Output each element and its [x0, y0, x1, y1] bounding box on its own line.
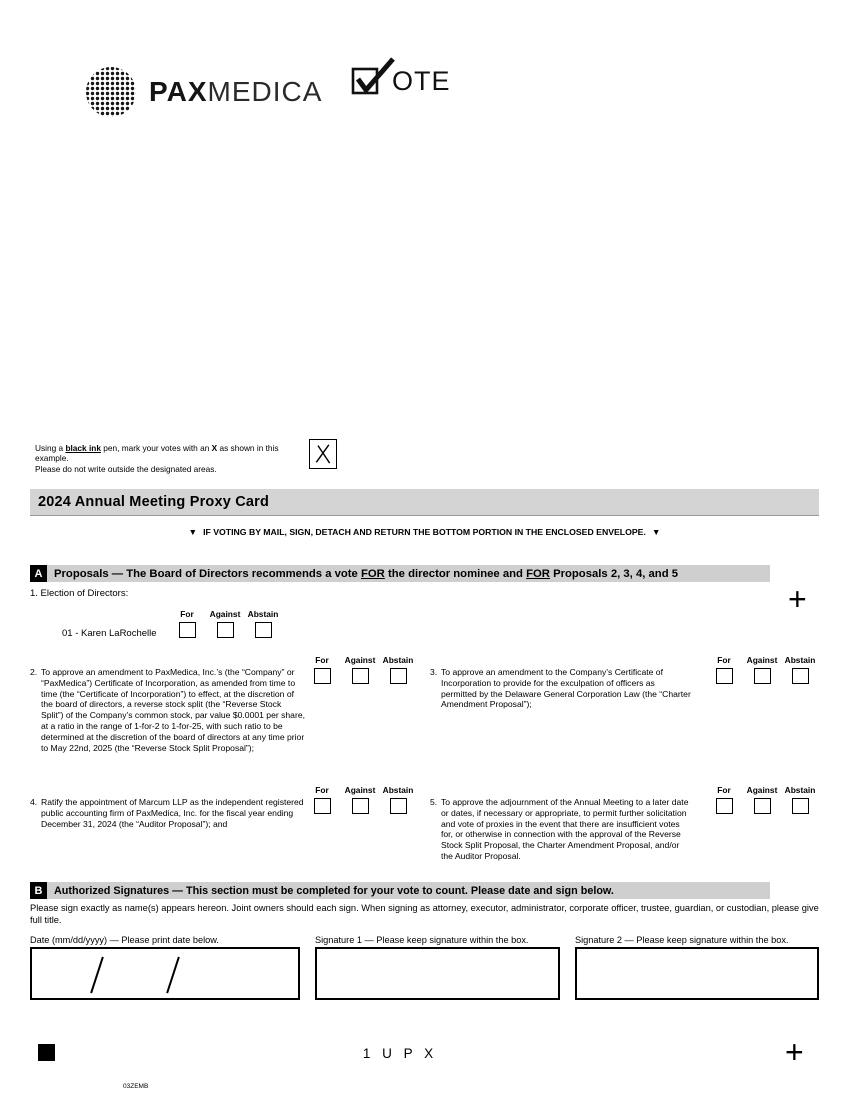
proposal-5-body: To approve the adjournment of the Annual Meeting to a later date or dates, if necessary or appropriate, to permit further solicitation and vote of proxies in the event that there are insufficient votes for, or otherwise in connection with the approval of the Reverse Stock Split Proposal, the Charter Amendment Proposal, and/or the Auditor Proposal.	[441, 797, 689, 862]
proposal-2-text	[30, 667, 306, 754]
paxmedica-globe-logo	[85, 66, 137, 118]
signature1-entry-box[interactable]	[315, 947, 560, 1000]
section-a-heading-pre: Proposals — The Board of Directors recommends a vote	[54, 567, 361, 580]
signature2-entry-box[interactable]	[575, 947, 819, 1000]
proposal-3-vote-headers	[705, 655, 819, 665]
instruction-mid: pen, mark your votes with an	[100, 443, 212, 453]
signature1-box-label: Signature 1 — Please keep signature within the box.	[315, 935, 529, 945]
proposal-2-vote-boxes	[303, 668, 417, 684]
proposal-2-vote-headers	[303, 655, 417, 665]
instruction-black-ink: black ink	[65, 443, 101, 453]
section-a-bar	[30, 565, 770, 582]
proposal-3-number: 3.	[430, 667, 438, 677]
registration-square-mark	[38, 1044, 55, 1061]
for-header: For	[717, 785, 731, 795]
proposal-5-vote-headers	[705, 785, 819, 795]
proposal-4-vote-headers	[303, 785, 417, 795]
proposal4-for-checkbox[interactable]	[314, 798, 331, 814]
brand-header	[85, 66, 322, 118]
proposal5-abstain-checkbox[interactable]	[792, 798, 809, 814]
wordmark-medica: MEDICA	[207, 76, 323, 107]
mail-notice	[0, 527, 849, 537]
proposal2-for-checkbox[interactable]	[314, 668, 331, 684]
marking-instructions	[35, 443, 307, 474]
proposal4-against-checkbox[interactable]	[352, 798, 369, 814]
proposal-2-body: To approve an amendment to PaxMedica, Inc.’s (the “Company” or “PaxMedica”) Certificate of Incorporation, as amended from time to time (the “Certificate of Incorporation”) to effect, at the discretion of the board of directors, a reverse stock split (the “Reverse Stock Split”) of the Company’s common stock, par value $0.0001 per share, at a ratio in the range of 1-for-2 to 1-for-25, with such ratio to be determined at the discretion of the board of directors at any time prior to May 22nd, 2025 (the “Reverse Stock Split Proposal”);	[41, 667, 305, 753]
abstain-header: Abstain	[784, 655, 816, 665]
proposal-5-vote-boxes	[705, 798, 819, 814]
abstain-header: Abstain	[784, 785, 816, 795]
proposal-4-text	[30, 797, 306, 829]
form-id: 03ZEMB	[123, 1083, 149, 1090]
election-vote-boxes	[168, 622, 282, 638]
section-a-heading	[54, 568, 678, 580]
section-a-heading-mid: the director nominee and	[384, 567, 527, 580]
registration-plus-mark-bottom: +	[785, 1034, 804, 1070]
section-a-badge: A	[30, 565, 47, 582]
against-header: Against	[746, 655, 778, 665]
for-header: For	[180, 609, 194, 619]
proposal3-for-checkbox[interactable]	[716, 668, 733, 684]
proposal3-abstain-checkbox[interactable]	[792, 668, 809, 684]
date-entry-box[interactable]	[30, 947, 300, 1000]
proposal-4-body: Ratify the appointment of Marcum LLP as the independent registered public accounting firm of PaxMedica, Inc. for the fiscal year ending December 31, 2024 (the “Auditor Proposal”); and	[41, 797, 304, 829]
proposal-4-number: 4.	[30, 797, 38, 807]
date-box-label: Date (mm/dd/yyyy) — Please print date below.	[30, 935, 219, 945]
against-header: Against	[746, 785, 778, 795]
signature-instructions: Please sign exactly as name(s) appears hereon. Joint owners should each sign. When signing as attorney, executor, administrator, corporate officer, trustee, guardian, or custodian, please give full title.	[30, 903, 819, 925]
proposal5-against-checkbox[interactable]	[754, 798, 771, 814]
abstain-header: Abstain	[382, 655, 414, 665]
mail-notice-text: IF VOTING BY MAIL, SIGN, DETACH AND RETURN THE BOTTOM PORTION IN THE ENCLOSED ENVELOPE.	[203, 527, 646, 537]
proposal-3-vote-boxes	[705, 668, 819, 684]
proposal-4-vote-boxes	[303, 798, 417, 814]
election-of-directors-label: 1. Election of Directors:	[30, 588, 129, 599]
proposal4-abstain-checkbox[interactable]	[390, 798, 407, 814]
director-abstain-checkbox[interactable]	[255, 622, 272, 638]
against-header: Against	[344, 785, 376, 795]
proxy-card-title: 2024 Annual Meeting Proxy Card	[38, 494, 270, 510]
instruction-post: as shown in this example.	[35, 443, 279, 464]
proposal-2-number: 2.	[30, 667, 38, 677]
instruction-x: X	[211, 443, 218, 453]
footer-code: 1 U P X	[362, 1046, 438, 1061]
date-slash-divider	[90, 957, 104, 994]
down-arrow-icon: ▼	[651, 527, 661, 537]
for-header: For	[315, 655, 329, 665]
against-header: Against	[209, 609, 241, 619]
proposal2-abstain-checkbox[interactable]	[390, 668, 407, 684]
for-header: For	[315, 785, 329, 795]
down-arrow-icon: ▼	[188, 527, 198, 537]
director-against-checkbox[interactable]	[217, 622, 234, 638]
section-a-heading-post: Proposals 2, 3, 4, and 5	[549, 567, 679, 580]
date-slash-divider	[166, 957, 180, 994]
abstain-header: Abstain	[247, 609, 279, 619]
registration-plus-mark-top: +	[788, 581, 807, 617]
section-b-badge: B	[30, 882, 47, 899]
section-a-for2: FOR	[526, 567, 550, 580]
vote-checkmark-icon	[350, 56, 396, 96]
nominee-label: 01 - Karen LaRochelle	[62, 628, 157, 639]
vote-logo	[350, 56, 451, 96]
proposal-5-text	[430, 797, 692, 862]
instruction-line2: Please do not write outside the designated areas.	[35, 463, 217, 474]
paxmedica-wordmark	[149, 76, 322, 108]
director-for-checkbox[interactable]	[179, 622, 196, 638]
proposal3-against-checkbox[interactable]	[754, 668, 771, 684]
example-mark-box	[309, 439, 337, 469]
proposal-3-text	[430, 667, 692, 710]
proxy-card-title-bar	[30, 489, 819, 516]
signature2-box-label: Signature 2 — Please keep signature within the box.	[575, 935, 789, 945]
vote-logo-text: OTE	[392, 66, 451, 96]
section-a-for1: FOR	[360, 567, 385, 580]
proposal-5-number: 5.	[430, 797, 438, 807]
example-x-mark-icon	[313, 443, 333, 465]
proposal-3-body: To approve an amendment to the Company’s Certificate of Incorporation to provide for the exculpation of officers as permitted by the Delaware General Corporation Law (the “Charter Amendment Proposal”);	[441, 667, 691, 710]
wordmark-pax: PAX	[149, 76, 208, 107]
section-b-bar	[30, 882, 770, 899]
for-header: For	[717, 655, 731, 665]
proposal2-against-checkbox[interactable]	[352, 668, 369, 684]
instruction-pre: Using a	[35, 443, 66, 453]
section-b-heading: Authorized Signatures — This section must be completed for your vote to count. Please date and sign below.	[54, 884, 614, 897]
election-vote-headers	[168, 609, 282, 619]
against-header: Against	[344, 655, 376, 665]
abstain-header: Abstain	[382, 785, 414, 795]
proposal5-for-checkbox[interactable]	[716, 798, 733, 814]
